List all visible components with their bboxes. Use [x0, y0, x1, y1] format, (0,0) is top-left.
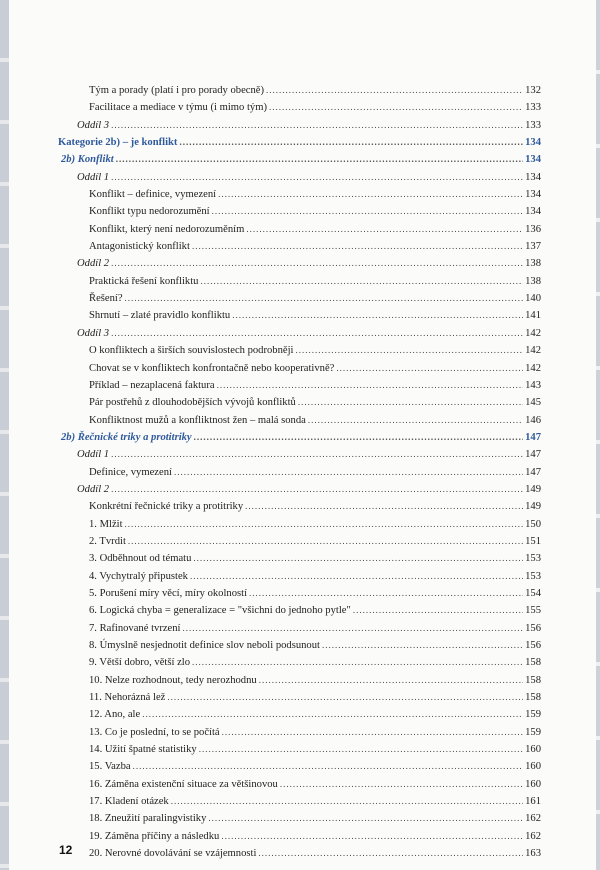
dot-leader [142, 706, 523, 723]
toc-entry-page: 134 [525, 206, 541, 218]
toc-entry-page: 138 [525, 275, 541, 287]
toc-entry-page: 160 [525, 761, 541, 773]
toc-entry [0, 186, 600, 203]
toc-entry [0, 290, 600, 307]
toc-entry-page: 163 [525, 848, 541, 860]
toc-entry-page: 149 [525, 501, 541, 513]
dot-leader [266, 82, 523, 99]
dot-leader [212, 203, 523, 220]
toc-entry [0, 776, 600, 793]
toc-entry [0, 117, 600, 134]
dot-leader [133, 758, 524, 775]
toc-entry-page: 145 [525, 397, 541, 409]
toc-entry-title: Antagonistický konflikt [89, 241, 190, 253]
toc-entry-page: 156 [525, 622, 541, 634]
dot-leader [111, 169, 523, 186]
toc-entry-page: 153 [525, 553, 541, 565]
dot-leader [179, 134, 523, 151]
toc-entry [0, 810, 600, 827]
toc-entry-title: 2b) Řečnické triky a protitriky [61, 431, 192, 443]
toc-entry-title: 20. Nerovné dovolávání se vzájemnosti [89, 848, 257, 860]
toc-entry-title: Pár postřehů z dlouhodobějších vývojů konfliktů [89, 397, 296, 409]
toc-entry-page: 154 [525, 587, 541, 599]
toc-entry-page: 141 [525, 310, 541, 322]
toc-entry-title: 8. Úmyslně nesjednotit definice slov neboli podsunout [89, 640, 320, 651]
dot-leader [322, 637, 523, 654]
dot-leader [125, 290, 524, 307]
toc-entry [0, 568, 600, 585]
toc-entry-page: 162 [525, 813, 541, 825]
toc-entry-title: Oddíl 3 [77, 327, 110, 339]
dot-leader [200, 273, 523, 290]
toc-entry-page: 158 [525, 674, 541, 686]
toc-entry-page: 159 [525, 709, 541, 721]
toc-entry-title: 2. Tvrdit [89, 535, 126, 547]
toc-entry-title: Oddíl 2 [77, 483, 110, 495]
toc-entry-title: 14. Užití špatné statistiky [89, 744, 197, 756]
toc-entry [0, 481, 600, 498]
toc-entry-page: 142 [525, 327, 541, 339]
toc-entry [0, 99, 600, 116]
toc-entry-title: Facilitace a mediace v týmu (i mimo tým) [89, 102, 267, 114]
toc-entry-title: Oddíl 2 [77, 258, 110, 270]
toc-entry-page: 143 [525, 379, 541, 391]
toc-entry-page: 149 [525, 483, 541, 495]
toc-entry-title: Oddíl 3 [77, 119, 110, 131]
toc-entry-page: 151 [525, 535, 541, 547]
toc-entry-title: 10. Nelze rozhodnout, tedy nerozhodnu [89, 674, 257, 686]
toc-entry-title: 13. Co je poslední, to se počítá [89, 726, 220, 738]
toc-entry [0, 689, 600, 706]
dot-leader [269, 99, 523, 116]
toc-entry [0, 360, 600, 377]
toc-entry-title: 16. Záměna existenční situace za většinovou [89, 778, 278, 790]
toc-entry-page: 159 [525, 726, 541, 738]
toc-entry [0, 221, 600, 238]
toc-entry-page: 134 [525, 189, 541, 201]
toc-entry [0, 620, 600, 637]
toc-entry-title: Shrnutí – zlaté pravidlo konfliktu [89, 310, 231, 322]
dot-leader [199, 741, 523, 758]
toc-entry-page: 147 [525, 431, 541, 443]
dot-leader [116, 151, 523, 168]
dot-leader [308, 412, 523, 429]
dot-leader [190, 568, 523, 585]
toc-entry-title: 4. Vychytralý připustek [89, 570, 188, 582]
toc-entry [0, 533, 600, 550]
toc-entry-title: 18. Zneužití paralingvistiky [89, 813, 207, 825]
toc-entry-title: 1. Mlžit [89, 518, 123, 530]
dot-leader [183, 620, 524, 637]
toc-entry [0, 758, 600, 775]
dot-leader [336, 360, 523, 377]
toc-entry-title: Konflikt – definice, vymezení [89, 189, 217, 201]
dot-leader [174, 464, 523, 481]
toc-entry [0, 203, 600, 220]
dot-leader [111, 255, 523, 272]
dot-leader [353, 602, 523, 619]
toc-entry [0, 151, 600, 168]
toc-entry-title: Oddíl 1 [77, 449, 110, 461]
toc-entry-page: 138 [525, 258, 541, 270]
toc-entry-page: 156 [525, 640, 541, 651]
dot-leader [111, 117, 523, 134]
toc-entry [0, 429, 600, 446]
toc-entry [0, 845, 600, 862]
toc-entry-title: 9. Větší dobro, větší zlo [89, 657, 191, 669]
dot-leader [208, 810, 523, 827]
dot-leader [280, 776, 523, 793]
toc-entry [0, 585, 600, 602]
toc-entry-title: Konflikt, který není nedorozuměním [89, 223, 245, 235]
dot-leader [111, 325, 523, 342]
dot-leader [128, 533, 523, 550]
toc-entry-title: 15. Vazba [89, 761, 131, 773]
toc-entry [0, 394, 600, 411]
toc-entry [0, 741, 600, 758]
toc-entry-page: 140 [525, 293, 541, 305]
dot-leader [298, 394, 523, 411]
toc-entry [0, 828, 600, 845]
dot-leader [246, 221, 523, 238]
toc-entry [0, 602, 600, 619]
toc-entry [0, 377, 600, 394]
toc-entry-page: 147 [525, 466, 541, 478]
toc-entry [0, 464, 600, 481]
toc-entry-page: 134 [525, 171, 541, 183]
dot-leader [125, 516, 524, 533]
toc-entry-page: 155 [525, 605, 541, 617]
toc-entry-title: Konflikt typu nedorozumění [89, 206, 210, 218]
toc-entry [0, 325, 600, 342]
dot-leader [249, 585, 523, 602]
dot-leader [258, 845, 523, 862]
toc-entry [0, 412, 600, 429]
dot-leader [222, 724, 523, 741]
toc-entry-page: 142 [525, 362, 541, 374]
dot-leader [259, 672, 523, 689]
dot-leader [295, 342, 523, 359]
toc-entry-title: 5. Porušení míry věcí, míry okolností [89, 587, 248, 599]
toc-entry-title: Oddíl 1 [77, 171, 110, 183]
toc-entry-title: Tým a porady (platí i pro porady obecně) [89, 85, 265, 96]
toc-entry-page: 133 [525, 102, 541, 114]
toc-entry [0, 342, 600, 359]
toc-entry-page: 133 [525, 119, 541, 131]
toc-entry-title: 2b) Konflikt [61, 154, 114, 166]
toc-entry-page: 162 [525, 830, 541, 842]
toc-entry [0, 672, 600, 689]
toc-entry [0, 654, 600, 671]
toc-entry-page: 136 [525, 223, 541, 235]
dot-leader [194, 429, 523, 446]
toc-entry-title: Řešení? [89, 293, 123, 305]
toc-entry-page: 134 [525, 137, 541, 149]
toc-entry [0, 706, 600, 723]
toc-entry [0, 238, 600, 255]
toc-entry-page: 150 [525, 518, 541, 530]
toc-entry-title: 11. Nehorázná lež [89, 692, 166, 704]
dot-leader [111, 446, 523, 463]
toc-entry [0, 255, 600, 272]
dot-leader [171, 793, 523, 810]
toc-entry-page: 132 [525, 85, 541, 96]
toc-entry-page: 146 [525, 414, 541, 426]
dot-leader [221, 828, 523, 845]
toc-entry-title: Kategorie 2b) – je konflikt [58, 137, 178, 149]
toc-entry-page: 160 [525, 778, 541, 790]
toc-entry [0, 516, 600, 533]
toc-entry [0, 134, 600, 151]
toc-entry-page: 161 [525, 796, 541, 808]
toc-entry-page: 153 [525, 570, 541, 582]
toc-entry [0, 169, 600, 186]
dot-leader [167, 689, 523, 706]
toc-entry-title: Konkrétní řečnické triky a protitriky [89, 501, 244, 513]
toc-entry-page: 158 [525, 657, 541, 669]
page-number: 12 [59, 843, 73, 857]
dot-leader [232, 307, 523, 324]
toc-entry-page: 137 [525, 241, 541, 253]
toc-entry [0, 273, 600, 290]
toc-entry-title: Chovat se v konfliktech konfrontačně nebo kooperativně? [89, 362, 335, 374]
toc-entry-title: 6. Logická chyba = generalizace = "všichni do jednoho pytle" [89, 605, 351, 617]
toc-entry [0, 498, 600, 515]
toc-entry-title: Definice, vymezení [89, 466, 172, 478]
toc-entry-title: Praktická řešení konfliktu [89, 275, 199, 287]
toc-entry [0, 550, 600, 567]
dot-leader [111, 481, 523, 498]
toc-entry [0, 724, 600, 741]
dot-leader [217, 377, 524, 394]
toc-entry-title: 7. Rafinované tvrzení [89, 622, 181, 634]
dot-leader [218, 186, 523, 203]
toc-entry-title: 17. Kladení otázek [89, 796, 169, 808]
dot-leader [245, 498, 523, 515]
toc-entry-page: 160 [525, 744, 541, 756]
table-of-contents [0, 82, 600, 862]
toc-entry [0, 637, 600, 654]
toc-entry-page: 142 [525, 345, 541, 357]
dot-leader [192, 654, 523, 671]
toc-entry-page: 158 [525, 692, 541, 704]
toc-entry [0, 82, 600, 99]
toc-entry-title: 12. Ano, ale [89, 709, 141, 721]
toc-entry-title: O konfliktech a širších souvislostech podrobněji [89, 345, 294, 357]
toc-entry-page: 147 [525, 449, 541, 461]
dot-leader [193, 550, 523, 567]
toc-entry [0, 307, 600, 324]
toc-entry [0, 793, 600, 810]
dot-leader [192, 238, 523, 255]
toc-entry-title: 19. Záměna příčiny a následku [89, 830, 220, 842]
toc-entry-title: 3. Odběhnout od tématu [89, 553, 192, 565]
toc-entry-title: Konfliktnost mužů a konfliktnost žen – malá sonda [89, 414, 306, 426]
toc-entry [0, 446, 600, 463]
toc-entry-page: 134 [525, 154, 541, 166]
toc-entry-title: Příklad – nezaplacená faktura [89, 379, 215, 391]
